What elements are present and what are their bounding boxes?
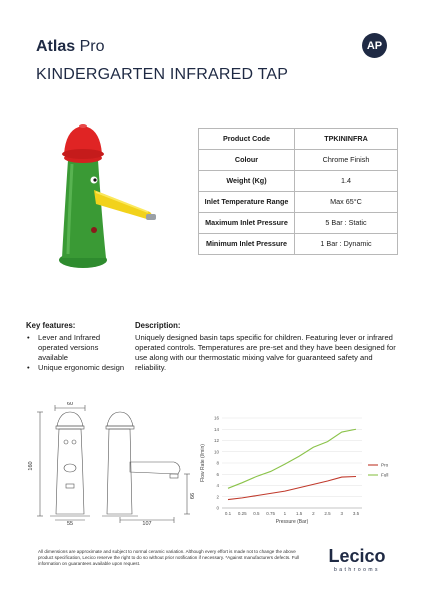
y-axis-label: Flow Rate (l/min) [200,444,206,482]
x-tick-label: 1 [283,511,287,516]
spec-value: TPKININFRA [295,129,398,150]
specs-table [198,128,398,255]
x-tick-label: 0.25 [237,511,247,516]
spec-value: 1 Bar : Dynamic [295,234,398,255]
description [135,321,405,373]
feature-item: • Lever and Infrared operated versions available [26,333,126,363]
x-tick-label: 0.75 [266,511,276,516]
spec-value: Max 65°C [295,192,398,213]
spec-key: Product Code [199,129,295,150]
company-sub: bathrooms [333,567,381,573]
product-photo [50,120,190,275]
description-text: Uniquely designed basin taps specific for children. Featuring lever or infrared operated controls. Temperatures are pre-set and they have been designed for use along with our thermostatic mixing valve for guaranteed safety and reliability. [135,333,396,373]
y-tick-label: 8 [216,460,219,466]
y-tick-label: 0 [216,505,219,511]
y-tick-label: 12 [213,438,219,444]
spec-row [199,171,398,192]
dim-reach: 107 [142,521,152,527]
legend-label: Full [381,472,389,478]
x-axis-label: Pressure (Bar) [275,519,309,525]
x-tick-label: 1.5 [295,511,303,516]
dim-top: 60 [66,402,74,407]
x-tick-label: 2.5 [324,511,331,516]
y-tick-label: 2 [216,494,219,500]
y-tick-label: 4 [216,483,219,489]
specs-header-row [199,129,398,150]
spec-key: Maximum Inlet Pressure [199,213,295,234]
spec-key: Colour [199,150,295,171]
technical-drawing [22,402,197,527]
spec-key: Weight (Kg) [199,171,295,192]
y-tick-label: 10 [213,449,219,455]
x-tick-label: 0.1 [224,511,232,516]
y-tick-label: 16 [213,415,219,421]
dim-height: 160 [28,461,34,471]
spec-row [199,150,398,171]
product-title: KINDERGARTEN INFRARED TAP [36,66,289,83]
lecico-logo [322,547,392,573]
company-name: Lecico [328,546,386,566]
brand-light: Pro [79,38,105,55]
brand-bold: Atlas [36,38,76,55]
features-title: Key features: [26,321,76,330]
spec-value: 5 Bar : Static [295,213,398,234]
spec-value: 1.4 [295,171,398,192]
brand-name [36,38,104,56]
footer-disclaimer: All dimensions are approximate and subject to normal ceramic variation. Although every effort is made not to change the above product specification, Lecico reserve the right to do so without prior notification if necessary. *Against manufacturers defects. Full information on guarantees available upon request. [38,549,300,567]
spec-key: Inlet Temperature Range [199,192,295,213]
x-tick-label: 3.5 [352,511,360,516]
spec-row [199,234,398,255]
x-tick-label: 0.5 [253,511,260,516]
flow-rate-chart [196,410,410,528]
spec-key: Minimum Inlet Pressure [199,234,295,255]
description-title: Description: [135,321,181,330]
spec-row [199,192,398,213]
dim-base: 55 [66,521,74,527]
dim-spout-height: 66 [190,492,196,500]
spec-value: Chrome Finish [295,150,398,171]
ap-logo: AP [362,33,387,58]
y-tick-label: 6 [216,471,219,477]
spec-row [199,213,398,234]
key-features [26,321,126,373]
feature-item: • Unique ergonomic design [26,363,126,373]
x-tick-label: 3 [340,511,344,516]
y-tick-label: 14 [213,426,219,432]
legend-label: Pro [381,462,389,468]
series-line-full [228,429,356,488]
x-tick-label: 2 [312,511,315,516]
